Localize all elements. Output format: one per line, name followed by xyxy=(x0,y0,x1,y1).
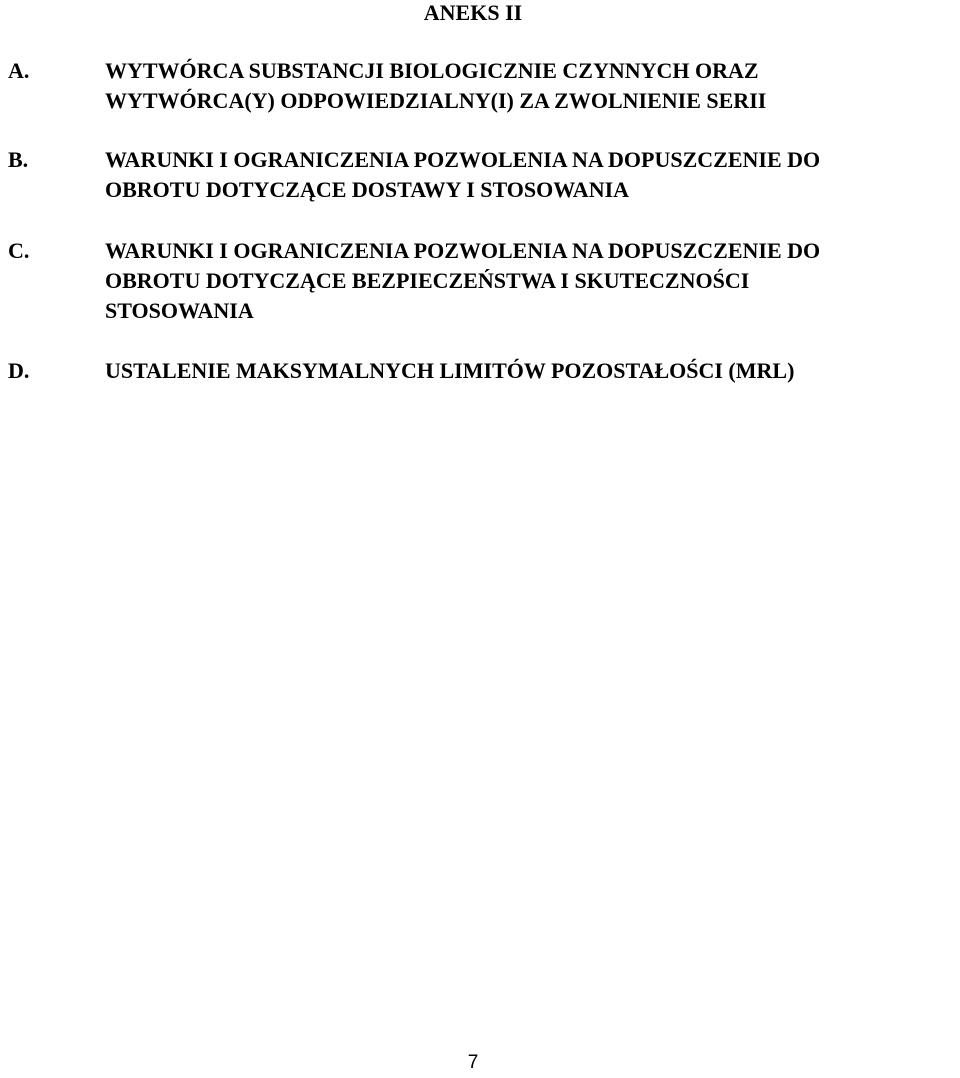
page-number: 7 xyxy=(467,1052,479,1073)
section-heading xyxy=(105,56,954,116)
section-heading-line: WYTWÓRCA SUBSTANCJI BIOLOGICZNIE CZYNNYCH ORAZ xyxy=(105,58,759,83)
section-heading xyxy=(105,356,954,386)
section-heading-line: WARUNKI I OGRANICZENIA POZWOLENIA NA DOPUSZCZENIE DO xyxy=(105,147,821,172)
annex-title: ANEKS II xyxy=(423,0,523,25)
section-letter: A. xyxy=(8,58,30,83)
section-heading-line: OBROTU DOTYCZĄCE DOSTAWY I STOSOWANIA xyxy=(105,177,630,202)
section-heading-line: STOSOWANIA xyxy=(105,298,254,323)
section-c xyxy=(8,236,954,326)
section-heading xyxy=(105,145,954,205)
section-d xyxy=(8,356,954,386)
section-letter: B. xyxy=(8,147,29,172)
section-heading-line: OBROTU DOTYCZĄCE BEZPIECZEŃSTWA I SKUTECZNOŚCI xyxy=(105,268,750,293)
section-a xyxy=(8,56,954,116)
section-letter: D. xyxy=(8,358,30,383)
section-b xyxy=(8,145,954,205)
section-heading-line: USTALENIE MAKSYMALNYCH LIMITÓW POZOSTAŁOŚCI (MRL) xyxy=(105,358,795,383)
section-heading-line: WYTWÓRCA(Y) ODPOWIEDZIALNY(I) ZA ZWOLNIENIE SERII xyxy=(105,88,767,113)
section-letter: C. xyxy=(8,238,30,263)
section-heading-line: WARUNKI I OGRANICZENIA POZWOLENIA NA DOPUSZCZENIE DO xyxy=(105,238,821,263)
section-heading xyxy=(105,236,954,326)
